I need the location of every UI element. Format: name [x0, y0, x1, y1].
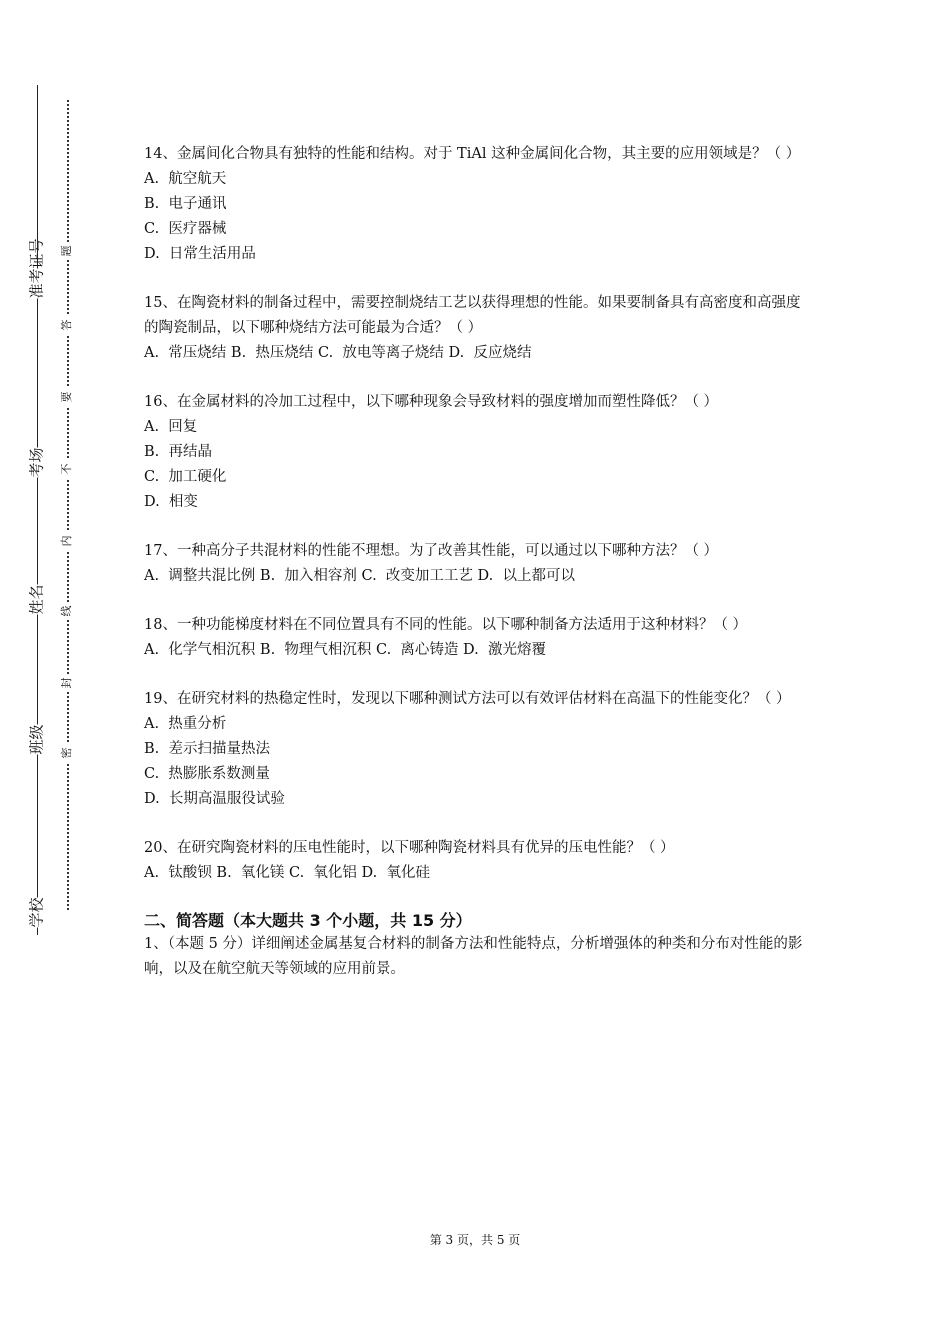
question-stem: 20、在研究陶瓷材料的压电性能时，以下哪种陶瓷材料具有优异的压电性能？（ ） [144, 840, 675, 856]
field-label-name: 姓名 [27, 584, 46, 615]
question-18 [144, 613, 814, 663]
seal-char: 密 [60, 744, 74, 762]
option-b: B. 电子通讯 [144, 196, 227, 212]
option-b: B. 差示扫描量热法 [144, 741, 270, 757]
options-inline: A. 钛酸钡 B. 氧化镁 C. 氧化铝 D. 氧化硅 [144, 865, 430, 881]
seal-char: 封 [60, 674, 74, 692]
seal-char: 答 [60, 316, 74, 334]
option-d: D. 日常生活用品 [144, 246, 256, 262]
option-c: C. 医疗器械 [144, 221, 227, 237]
question-stem: 18、一种功能梯度材料在不同位置具有不同的性能。以下哪种制备方法适用于这种材料？（ ） [144, 617, 748, 633]
field-label-exam-id: 准考证号 [27, 238, 46, 299]
seal-char: 线 [60, 602, 74, 620]
seal-char: 要 [60, 388, 74, 406]
short-answer-item: 1、（本题 5 分）详细阐述金属基复合材料的制备方法和性能特点，分析增强体的种类和分布对性能的影响，以及在航空航天等领域的应用前景。 [144, 936, 803, 977]
page-footer: 第 3 页，共 5 页 [429, 1233, 521, 1247]
option-d: D. 长期高温服役试验 [144, 791, 285, 807]
binding-margin [0, 0, 120, 1344]
options-inline: A. 调整共混比例 B. 加入相容剂 C. 改变加工工艺 D. 以上都可以 [144, 568, 575, 584]
exam-content [144, 142, 814, 982]
question-stem: 17、一种高分子共混材料的性能不理想。为了改善其性能，可以通过以下哪种方法？（ ） [144, 543, 719, 559]
options-inline: A. 化学气相沉积 B. 物理气相沉积 C. 离心铸造 D. 激光熔覆 [144, 642, 546, 658]
question-stem: 19、在研究材料的热稳定性时，发现以下哪种测试方法可以有效评估材料在高温下的性能变化？（ ） [144, 691, 791, 707]
field-label-class: 班级 [27, 724, 46, 755]
question-15 [144, 291, 814, 366]
question-14 [144, 142, 814, 267]
seal-char: 内 [60, 532, 74, 550]
question-16 [144, 390, 814, 515]
field-label-school: 学校 [27, 897, 46, 928]
option-b: B. 再结晶 [144, 444, 212, 460]
question-20 [144, 836, 814, 886]
question-17 [144, 539, 814, 589]
option-a: A. 热重分析 [144, 716, 227, 732]
option-c: C. 加工硬化 [144, 469, 227, 485]
question-19 [144, 687, 814, 812]
seal-char: 题 [60, 242, 74, 260]
seal-char: 不 [60, 460, 74, 478]
question-stem: 15、在陶瓷材料的制备过程中，需要控制烧结工艺以获得理想的性能。如果要制备具有高密度和高强度的陶瓷制品，以下哪种烧结方法可能最为合适？（ ） [144, 295, 801, 336]
binding-dotted-line [67, 100, 69, 910]
question-stem: 14、金属间化合物具有独特的性能和结构。对于 TiAl 这种金属间化合物，其主要的应用领域是？（ ） [144, 146, 801, 162]
field-label-exam-room: 考场 [27, 447, 46, 478]
option-a: A. 航空航天 [144, 171, 227, 187]
binding-solid-line [37, 85, 38, 935]
section-title: 二、简答题（本大题共 3 个小题，共 15 分） [144, 911, 472, 930]
option-a: A. 回复 [144, 419, 198, 435]
option-d: D. 相变 [144, 494, 198, 510]
section-short-answer [144, 910, 814, 982]
question-stem: 16、在金属材料的冷加工过程中，以下哪种现象会导致材料的强度增加而塑性降低？（ ） [144, 394, 719, 410]
options-inline: A. 常压烧结 B. 热压烧结 C. 放电等离子烧结 D. 反应烧结 [144, 345, 532, 361]
option-c: C. 热膨胀系数测量 [144, 766, 270, 782]
